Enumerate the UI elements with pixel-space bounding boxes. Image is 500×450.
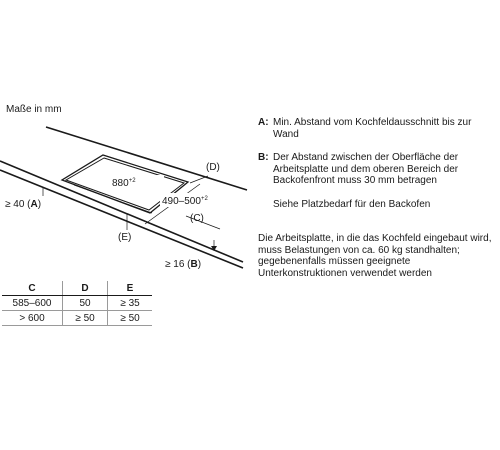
label-C: (C) [190,213,204,224]
label-E: (E) [118,232,132,243]
dim-D-leader [190,176,208,183]
table-cell: ≥ 50 [63,311,108,326]
note-A [258,117,496,140]
note-A-key: A: [258,117,269,128]
worktop-note: Die Arbeitsplatte, in die das Kochfeld eingebaut wird, muss Belastungen von ca. 60 kg standhalten; gegebenenfalls müssen geeignete Unterkonstruktionen verwendet werden [258,233,492,279]
table-cell: > 600 [2,311,63,326]
table-cell: 50 [63,296,108,311]
table-header: D [63,281,108,296]
note-B-text: Der Abstand zwischen der Oberfläche der Arbeitsplatte und dem oberen Bereich der Backofenfront muss 30 mm betragen [273,152,459,186]
table-cell: 585–600 [2,296,63,311]
units-label: Maße in mm [6,104,62,115]
dim-B-label: ≥ 16 (B) [165,259,202,270]
dim-880-label: $880^{+2}$ [112,178,136,189]
table-header-row [2,281,152,296]
dim-A-label: ≥ 40 (A) [5,199,42,210]
note-A-text: Min. Abstand vom Kochfeldausschnitt bis zur Wand [273,117,472,140]
table-header: E [108,281,153,296]
table-cell: ≥ 35 [108,296,153,311]
oven-note: Siehe Platzbedarf für den Backofen [273,198,431,210]
notes-panel [258,117,496,279]
table-header: C [2,281,63,296]
note-B-key: B: [258,152,269,163]
table-row [2,296,152,311]
label-D: (D) [206,162,220,173]
dim-depth-label: $490-500^{+2}$ [162,196,208,207]
note-B [258,152,496,187]
table-row [2,311,152,326]
clearance-table [2,281,152,326]
table-cell: ≥ 50 [108,311,153,326]
